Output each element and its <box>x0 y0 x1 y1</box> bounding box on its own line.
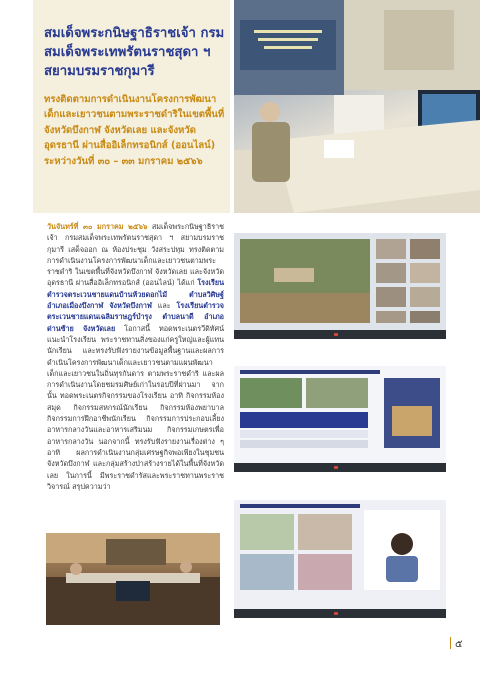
videoconference-grid-1 <box>234 233 446 339</box>
meeting-room-illustration-2 <box>46 533 220 625</box>
meeting-toolbar <box>234 609 446 618</box>
page-number-divider <box>450 637 451 649</box>
page-title: สมเด็จพระกนิษฐาธิราชเจ้า กรมสมเด็จพระเทพรัตนราชสุดา ฯ สยามบรมราชกุมารี <box>44 26 225 79</box>
videoconference-photo-1 <box>234 233 446 339</box>
article-text-1: สมเด็จพระกนิษฐาธิราชเจ้า กรมสมเด็จพระเทพรัตนราชสุดา ฯ สยามบรมราชกุมารี เสด็จออก ณ ห้องประชุม วังสระปทุม ทรงติดตามการดำเนินงานโครงการพัฒนาเด็กและเยาวชนตามพระราชดำริ ในเขตพื้นที่จังหวัดบึงกาฬ จังหวัดเลย และจังหวัดอุดรธานี ผ่านสื่ออิเล็กทรอนิกส์ (ออนไลน์) ได้แก่ <box>47 222 224 288</box>
school-name-2: โรงเรียนตำรวจตระเวนชายแดนเฉลิมราษฎร์บำรุง ตำบลนาดี อำเภอด่านซ้าย จังหวัดเลย <box>47 301 225 333</box>
activity-collage <box>234 500 446 618</box>
meeting-room-photo <box>46 533 220 625</box>
article-lead: วันจันทร์ที่ ๓๐ มกราคม ๒๕๖๖ <box>47 222 148 231</box>
presentation-slide <box>234 366 446 472</box>
meeting-room-illustration <box>234 0 480 213</box>
meeting-toolbar <box>234 463 446 472</box>
videoconference-photo-2 <box>234 366 446 472</box>
article-body <box>47 221 224 492</box>
videoconference-photo-3 <box>234 500 446 618</box>
hero-photo <box>234 0 480 213</box>
article-text-3: โอกาสนี้ ทอดพระเนตรวีดิทัศน์แนะนำโรงเรียน พระราชทานสิ่งของแก่ครูใหญ่และผู้แทนนักเรียน และทรงรับฟังรายงานข้อมูลพื้นฐานและผลการดำเนินโครงการพัฒนาเด็กและเยาวชนตามแผนพัฒนาเด็กและเยาวชนในถิ่นทุรกันดาร ตามพระราชดำริ และผลการดำเนินงานโดยชมรมศิษย์เก่าในรอบปีที่ผ่านมา จากนั้น ทอดพระเนตรกิจกรรมของโรงเรียน อาทิ กิจกรรมห้องสมุด กิจกรรมสหกรณ์นักเรียน กิจกรรมห้องพยาบาล กิจกรรมการฝึกอาชีพนักเรียน กิจกรรมการประกอบเลี้ยงอาหารกลางวันและอาหารเสริมนม กิจกรรมเกษตรเพื่ออาหารกลางวัน นอกจากนี้ ทรงรับฟังรายงานเรื่องต่าง ๆ อาทิ ผลการดำเนินงานกลุ่มเศรษฐกิจพอเพียงในชุมชนจังหวัดบึงกาฬ และกลุ่มสร้างป่าสร้างรายได้ในพื้นที่จังหวัดเลย ในการนี้ มีพระราชดำรัสและพระราชทานพระราชวิจารณ์ สรุปความว่า <box>47 323 225 491</box>
page-number: ๕ <box>455 639 463 650</box>
school-name-1: โรงเรียนตำรวจตระเวนชายแดนบ้านห้วยดอกไม้ ตำบลวิศิษฐ์ อำเภอเมืองบึงกาฬ จังหวัดบึงกาฬ <box>47 278 224 311</box>
article-text-2: และ <box>151 301 177 311</box>
page-subtitle: ทรงติดตามการดำเนินงานโครงการพัฒนาเด็กและเยาวชนตามพระราชดำริในเขตพื้นที่จังหวัดบึงกาฬ จังหวัดเลย และจังหวัดอุดรธานี ผ่านสื่ออิเล็กทรอนิกส์ (ออนไลน์) ระหว่างวันที่ ๓๐ – ๓๓ มกราคม ๒๕๖๖ <box>44 94 225 167</box>
meeting-toolbar <box>234 330 446 339</box>
